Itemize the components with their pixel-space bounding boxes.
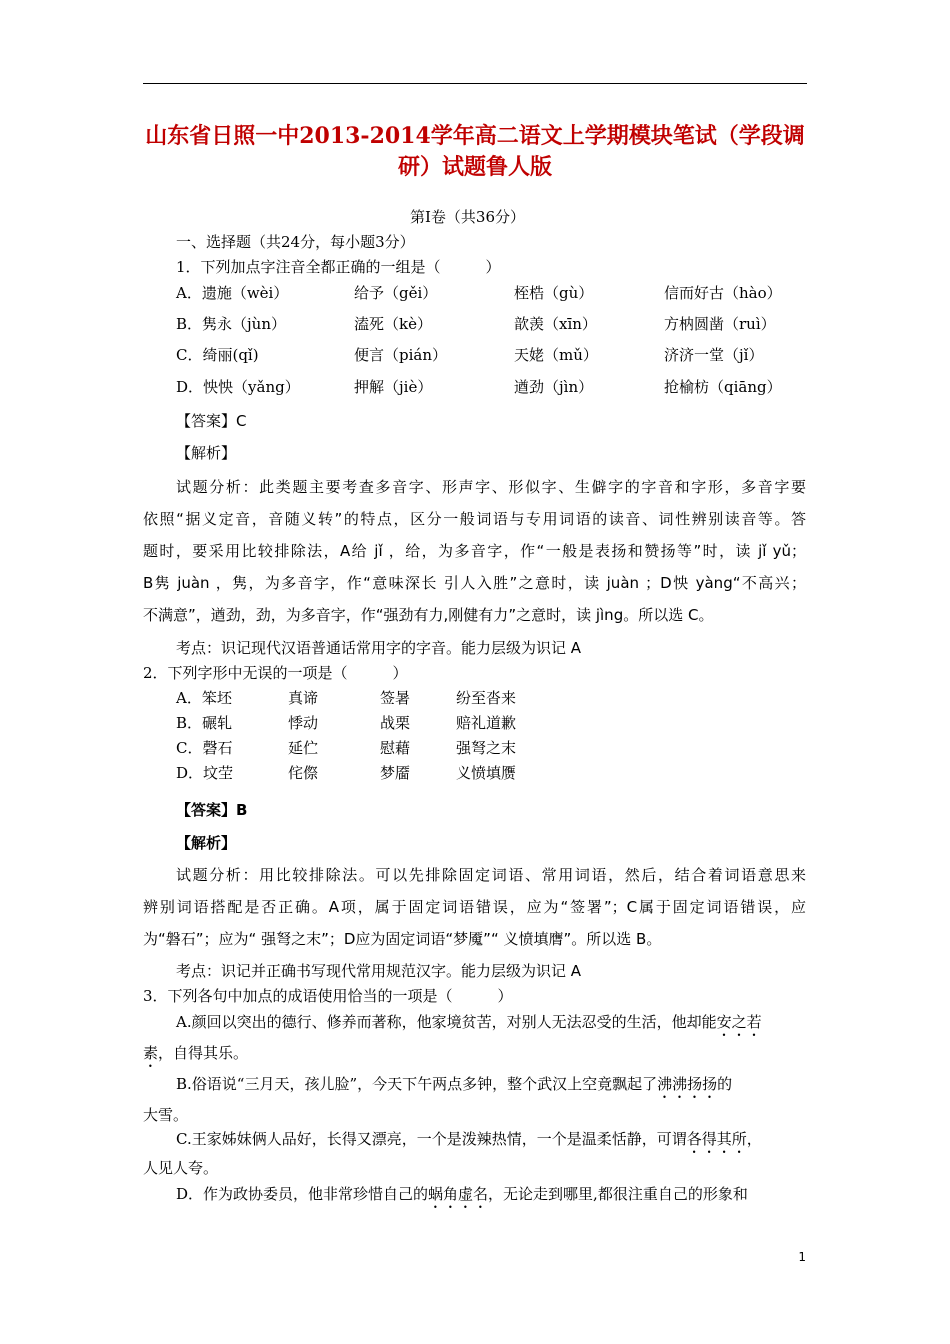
q1-option-d1: D．怏怏（yǎng） [176,378,300,396]
q2-option-c2: 延伫 [288,739,319,757]
q2-option-c3: 慰藉 [380,739,411,757]
page-number: 1 [798,1250,806,1264]
q3-c-text-end: ， [746,1130,762,1148]
header-rule [143,83,807,84]
q1-option-c3: 天姥（mǔ） [514,346,598,364]
q1-option-c4: 济济一堂（jǐ） [664,346,764,364]
q3-option-c-line-1 [176,1129,762,1157]
q1-analysis-label: 【解析】 [176,444,237,462]
q3-option-b-line-1 [176,1074,732,1102]
q2-answer: 【答案】B [176,801,248,819]
q1-option-a4: 信而好古（hào） [664,284,782,302]
q1-analysis-line-1: 试题分析：此类题主要考查多音字、形声字、形似字、生僻字的字音和字形，多音字要 [176,478,806,496]
q1-option-d2: 押解（jiè） [354,378,433,396]
q2-analysis-label: 【解析】 [176,834,237,852]
section-heading: 一、选择题（共24分，每小题3分） [176,233,415,251]
volume-title: 第Ⅰ卷（共36分） [410,208,526,226]
q3-option-b-line-2: 大雪。 [143,1106,189,1124]
q1-analysis-line-3: 题时，要采用比较排除法，A给 jǐ ，给，为多音字，作“一般是表扬和赞扬等”时，读 jǐ yǔ； [143,542,806,560]
q2-option-b1: B．碾轧 [176,714,233,732]
q2-analysis-line-3: 为“磐石”；应为“ 强弩之末”；D应为固定词语“梦魇”“ 义愤填膺”。所以选 B。 [143,930,662,948]
q2-option-c1: C．磬石 [176,739,233,757]
page-title [143,121,807,183]
q1-option-b3: 歆羡（xīn） [514,315,597,333]
q3-a-idiom-part-2: 素 [143,1044,159,1062]
q1-analysis-line-2: 依照“据义定音，音随义转”的特点，区分一般词语与专用词语的读音、词性辨别读音等。答 [143,510,806,528]
q1-option-a1: A．遗施（wèi） [176,284,289,302]
q2-option-c4: 强弩之末 [456,739,517,757]
q1-analysis-line-4: B隽 juàn ，隽，为多音字，作“意味深长 引人入胜”之意时，读 juàn ；D怏 yàng“不高兴； [143,574,806,592]
q2-option-a4: 纷至沓来 [456,689,517,707]
q3-b-idiom: 沸沸扬扬 [657,1075,718,1093]
q2-option-a1: A．笨坯 [176,689,232,707]
q2-option-d1: D．坟茔 [176,764,234,782]
title-line-2: 研）试题鲁人版 [397,154,552,180]
q2-option-a2: 真谛 [288,689,319,707]
q1-stem: 1．下列加点字注音全都正确的一组是（ ） [176,258,501,276]
q3-stem: 3．下列各句中加点的成语使用恰当的一项是（ ） [143,987,513,1005]
q3-b-text: B.俗语说“三月天，孩儿脸”，今天下午两点多钟，整个武汉上空竟飘起了 [176,1075,658,1093]
title-line-1: 山东省日照一中2013-2014学年高二语文上学期模块笔试（学段调 [145,123,805,149]
q1-option-d4: 抢榆枋（qiāng） [664,378,782,396]
q2-option-b2: 悸动 [288,714,319,732]
q1-option-a3: 桎梏（gù） [514,284,594,302]
q1-option-c1: C．绮丽(qǐ) [176,346,259,364]
q1-option-b1: B．隽永（jùn） [176,315,286,333]
q2-option-b3: 战栗 [380,714,411,732]
q1-kaodian: 考点：识记现代汉语普通话常用字的字音。能力层级为识记 A [176,639,582,657]
q2-option-d3: 梦靥 [380,764,411,782]
q1-analysis-line-5: 不满意”，遒劲，劲，为多音字，作“强劲有力,刚健有力”之意时，读 jìng。所以选 C。 [143,606,714,624]
q3-a-idiom-part-1: 安之若 [716,1013,762,1031]
q3-d-text-end: ，无论走到哪里,都很注重自己的形象和 [488,1185,748,1203]
q2-option-a3: 签暑 [380,689,411,707]
q3-d-idiom: 蜗角虚名 [428,1185,489,1203]
q1-option-c2: 便言（pián） [354,346,448,364]
q2-option-d4: 义愤填赝 [456,764,517,782]
q3-option-a-line-1 [176,1012,762,1040]
q3-b-text-end: 的 [717,1075,733,1093]
q2-option-d2: 侘傺 [288,764,319,782]
q3-d-text: D．作为政协委员，他非常珍惜自己的 [176,1185,429,1203]
q1-option-b4: 方枘圆凿（ruì） [664,315,776,333]
q1-option-a2: 给予（gěi） [354,284,438,302]
q3-option-d-line-1 [176,1184,748,1212]
q1-option-d3: 遒劲（jìn） [514,378,594,396]
q2-stem: 2．下列字形中无误的一项是（ ） [143,664,408,682]
q3-option-a-line-2 [143,1043,248,1071]
q1-answer: 【答案】C [176,412,247,430]
q3-option-c-line-2: 人见人夸。 [143,1159,219,1177]
q2-analysis-line-2: 辨别词语搭配是否正确。A项，属于固定词语错误，应为“签署”；C属于固定词语错误，应 [143,898,806,916]
q2-analysis-line-1: 试题分析：用比较排除法。可以先排除固定词语、常用词语，然后，结合着词语意思来 [176,866,806,884]
q2-kaodian: 考点：识记并正确书写现代常用规范汉字。能力层级为识记 A [176,962,582,980]
q2-option-b4: 赔礼道歉 [456,714,517,732]
q3-c-idiom: 各得其所 [686,1130,747,1148]
q3-a-text: A.颜回以突出的德行、修养而著称，他家境贫苦，对别人无法忍受的生活，他却能 [176,1013,717,1031]
q1-option-b2: 溘死（kè） [354,315,432,333]
q3-a-text-end: ，自得其乐。 [158,1044,249,1062]
q3-c-text: C.王家姊妹俩人品好，长得又漂亮，一个是泼辣热情，一个是温柔恬静，可谓 [176,1130,687,1148]
